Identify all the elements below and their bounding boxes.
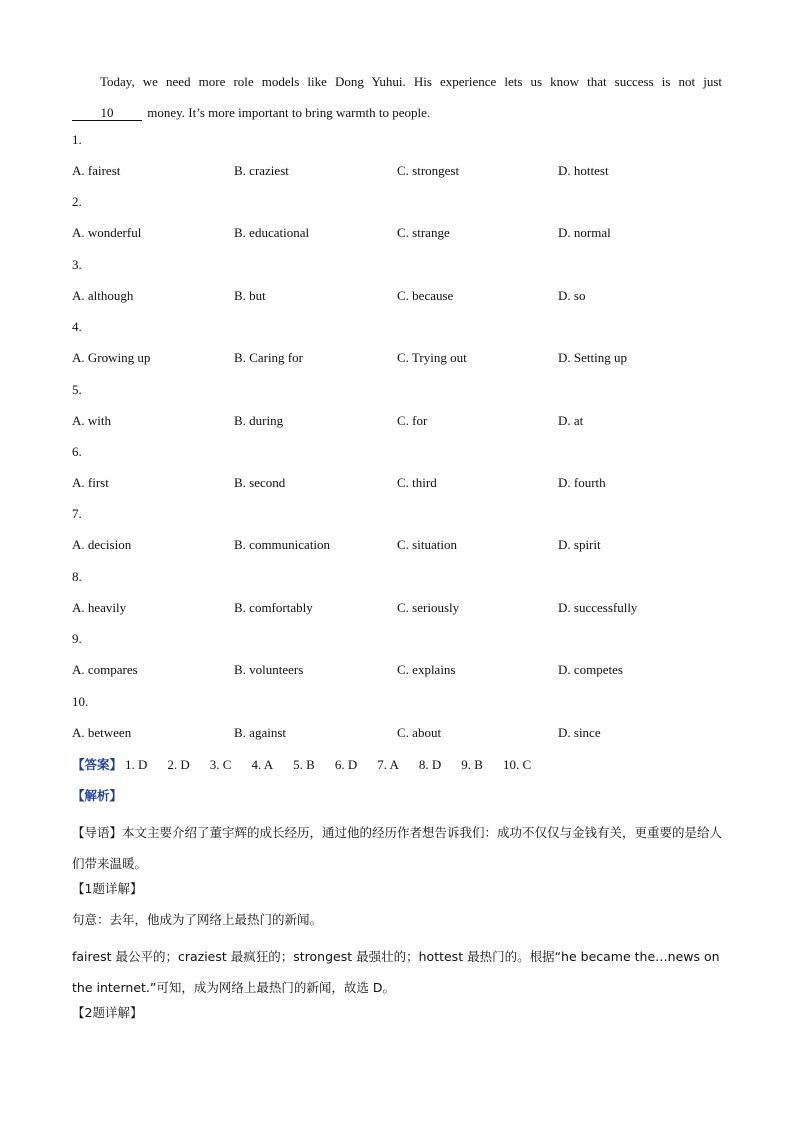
option-a: A. compares	[72, 662, 138, 678]
option-a: A. Growing up	[72, 350, 151, 366]
answer-item: 9. B	[461, 757, 483, 772]
option-c: C. for	[397, 412, 428, 428]
option-c: C. strange	[397, 225, 450, 241]
option-b: B. but	[234, 287, 266, 303]
option-b: B. educational	[234, 225, 310, 241]
option-b: B. against	[234, 724, 286, 740]
option-d: D. Setting up	[558, 350, 627, 366]
question-number: 5.	[72, 381, 82, 397]
question-number: 4.	[72, 319, 82, 335]
option-c: C. seriously	[397, 599, 460, 615]
detail-1-explanation	[72, 941, 722, 1003]
option-row	[72, 350, 722, 370]
option-a: A. between	[72, 724, 132, 740]
passage-line-2-text: money. It’s more important to bring warmth to people.	[147, 105, 431, 120]
option-d: D. at	[558, 412, 584, 428]
question-item	[72, 631, 722, 693]
option-d: D. hottest	[558, 163, 609, 178]
answer-item: 4. A	[251, 757, 274, 772]
analysis-label-text: 【解析】	[72, 788, 123, 803]
option-a: A. with	[72, 412, 111, 428]
passage-ending	[72, 66, 722, 128]
question-item	[72, 694, 722, 756]
question-number: 6.	[72, 444, 82, 459]
option-row	[72, 413, 722, 433]
question-item	[72, 132, 722, 194]
option-b: B. craziest	[234, 163, 289, 178]
option-d: D. so	[558, 287, 586, 303]
question-item	[72, 257, 722, 319]
option-b: B. during	[234, 412, 284, 428]
option-row	[72, 163, 722, 183]
option-c: C. third	[397, 475, 437, 490]
detail-1-explanation-line-2: the internet.”可知，成为网络上最热门的新闻，故选 D。	[72, 980, 395, 995]
blank-10: 10	[72, 106, 142, 121]
question-item	[72, 444, 722, 506]
option-c: C. about	[397, 724, 442, 740]
question-number: 9.	[72, 631, 82, 647]
guide-paragraph: 【导语】本文主要介绍了董宇辉的成长经历，通过他的经历作者想告诉我们：成功不仅仅与金钱有关，更重要的是给人们带来温暖。	[72, 825, 723, 871]
question-number: 3.	[72, 256, 82, 272]
option-b: B. communication	[234, 537, 331, 553]
option-d: D. normal	[558, 225, 611, 241]
option-row	[72, 288, 722, 308]
question-item	[72, 506, 722, 568]
question-number: 1.	[72, 132, 82, 147]
answer-item: 1. D	[125, 757, 148, 772]
answer-items	[122, 757, 551, 772]
answer-item: 8. D	[418, 757, 442, 772]
option-c: C. Trying out	[397, 350, 467, 366]
detail-1-explanation-line-1: fairest 最公平的；craziest 最疯狂的；strongest 最强壮的；hottest 最热门的。根据“he became the…news on	[72, 949, 720, 964]
option-row	[72, 537, 722, 557]
option-a: A. heavily	[72, 599, 127, 615]
passage-line-2	[72, 105, 430, 120]
option-c: C. situation	[397, 537, 457, 553]
option-row	[72, 475, 722, 495]
answer-item: 10. C	[502, 757, 532, 772]
option-d: D. successfully	[558, 599, 638, 615]
answer-item: 2. D	[167, 757, 190, 772]
question-number: 7.	[72, 506, 82, 522]
detail-1-sentence: 句意：去年，他成为了网络上最热门的新闻。	[72, 912, 323, 927]
answer-item: 5. B	[293, 757, 315, 772]
option-c: C. explains	[397, 662, 456, 678]
question-number: 10.	[72, 693, 89, 709]
option-d: D. competes	[558, 662, 623, 678]
option-row	[72, 225, 722, 245]
option-row	[72, 662, 722, 682]
option-row	[72, 725, 722, 745]
question-item	[72, 382, 722, 444]
option-a: A. decision	[72, 537, 132, 553]
answer-key	[72, 755, 551, 773]
option-b: B. comfortably	[234, 599, 313, 615]
question-item	[72, 319, 722, 381]
option-d: D. since	[558, 724, 601, 740]
option-a: A. fairest	[72, 163, 121, 178]
answer-item: 6. D	[334, 757, 358, 772]
option-b: B. second	[234, 475, 286, 490]
option-b: B. Caring for	[234, 350, 303, 366]
question-number: 8.	[72, 568, 82, 584]
question-item	[72, 569, 722, 631]
option-c: C. because	[397, 287, 454, 303]
passage-line-1: Today, we need more role models like Dong Yuhui. His experience lets us know that success is not just	[100, 74, 722, 89]
answer-item: 7. A	[377, 757, 399, 772]
option-d: D. spirit	[558, 537, 601, 553]
option-b: B. volunteers	[234, 662, 304, 678]
detail-2-heading: 【2题详解】	[72, 1005, 143, 1020]
option-a: A. wonderful	[72, 225, 142, 241]
answer-label: 【答案】	[72, 757, 123, 772]
option-row	[72, 600, 722, 620]
option-a: A. first	[72, 475, 109, 490]
detail-1-heading: 【1题详解】	[72, 881, 143, 896]
question-number: 2.	[72, 194, 82, 210]
question-item	[72, 194, 722, 256]
answer-item: 3. C	[209, 757, 232, 772]
option-a: A. although	[72, 287, 134, 303]
option-c: C. strongest	[397, 163, 460, 178]
analysis-label	[72, 786, 122, 804]
option-d: D. fourth	[558, 475, 606, 490]
